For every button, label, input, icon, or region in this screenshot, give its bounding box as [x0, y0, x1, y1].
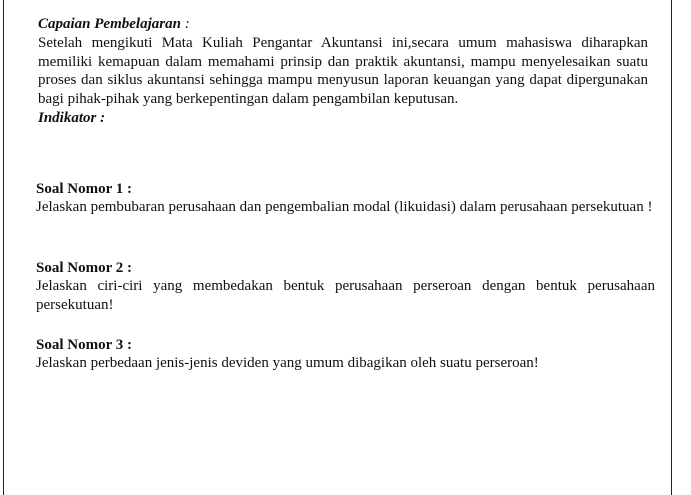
question-3: [36, 336, 655, 373]
learning-outcome-title: Capaian Pembelajaran: [38, 16, 181, 32]
indicator-heading: Indikator :: [38, 110, 106, 126]
question-2-text: Jelaskan ciri-ciri yang membedakan bentuk perusahaan perseroan dengan bentuk perusahaan persekutuan!: [36, 278, 655, 313]
page-border-right: [671, 0, 672, 495]
learning-outcome-section: [38, 15, 648, 128]
learning-outcome-colon: :: [184, 16, 190, 32]
page-border-left: [3, 0, 4, 495]
question-2: [36, 259, 655, 314]
question-1-title: Soal Nomor 1 :: [36, 181, 132, 197]
learning-outcome-heading: [38, 15, 648, 34]
learning-outcome-text: Setelah mengikuti Mata Kuliah Pengantar Akuntansi ini,secara umum mahasiswa diharapkan memiliki kemapuan dalam memahami prinsip dan praktik akuntansi, mampu menyelesaikan suatu proses dan siklus akuntansi sehingga mampu menyusun laporan keuangan yang dapat dipergunakan bagi pihak-pihak yang berkepentingan dalam pengambilan keputusan.: [38, 35, 648, 107]
question-2-title: Soal Nomor 2 :: [36, 260, 132, 276]
question-3-title: Soal Nomor 3 :: [36, 337, 132, 353]
question-3-text: Jelaskan perbedaan jenis-jenis deviden yang umum dibagikan oleh suatu perseroan!: [36, 355, 539, 371]
question-1: [36, 180, 655, 217]
question-1-text: Jelaskan pembubaran perusahaan dan pengembalian modal (likuidasi) dalam perusahaan persekutuan !: [36, 199, 653, 215]
